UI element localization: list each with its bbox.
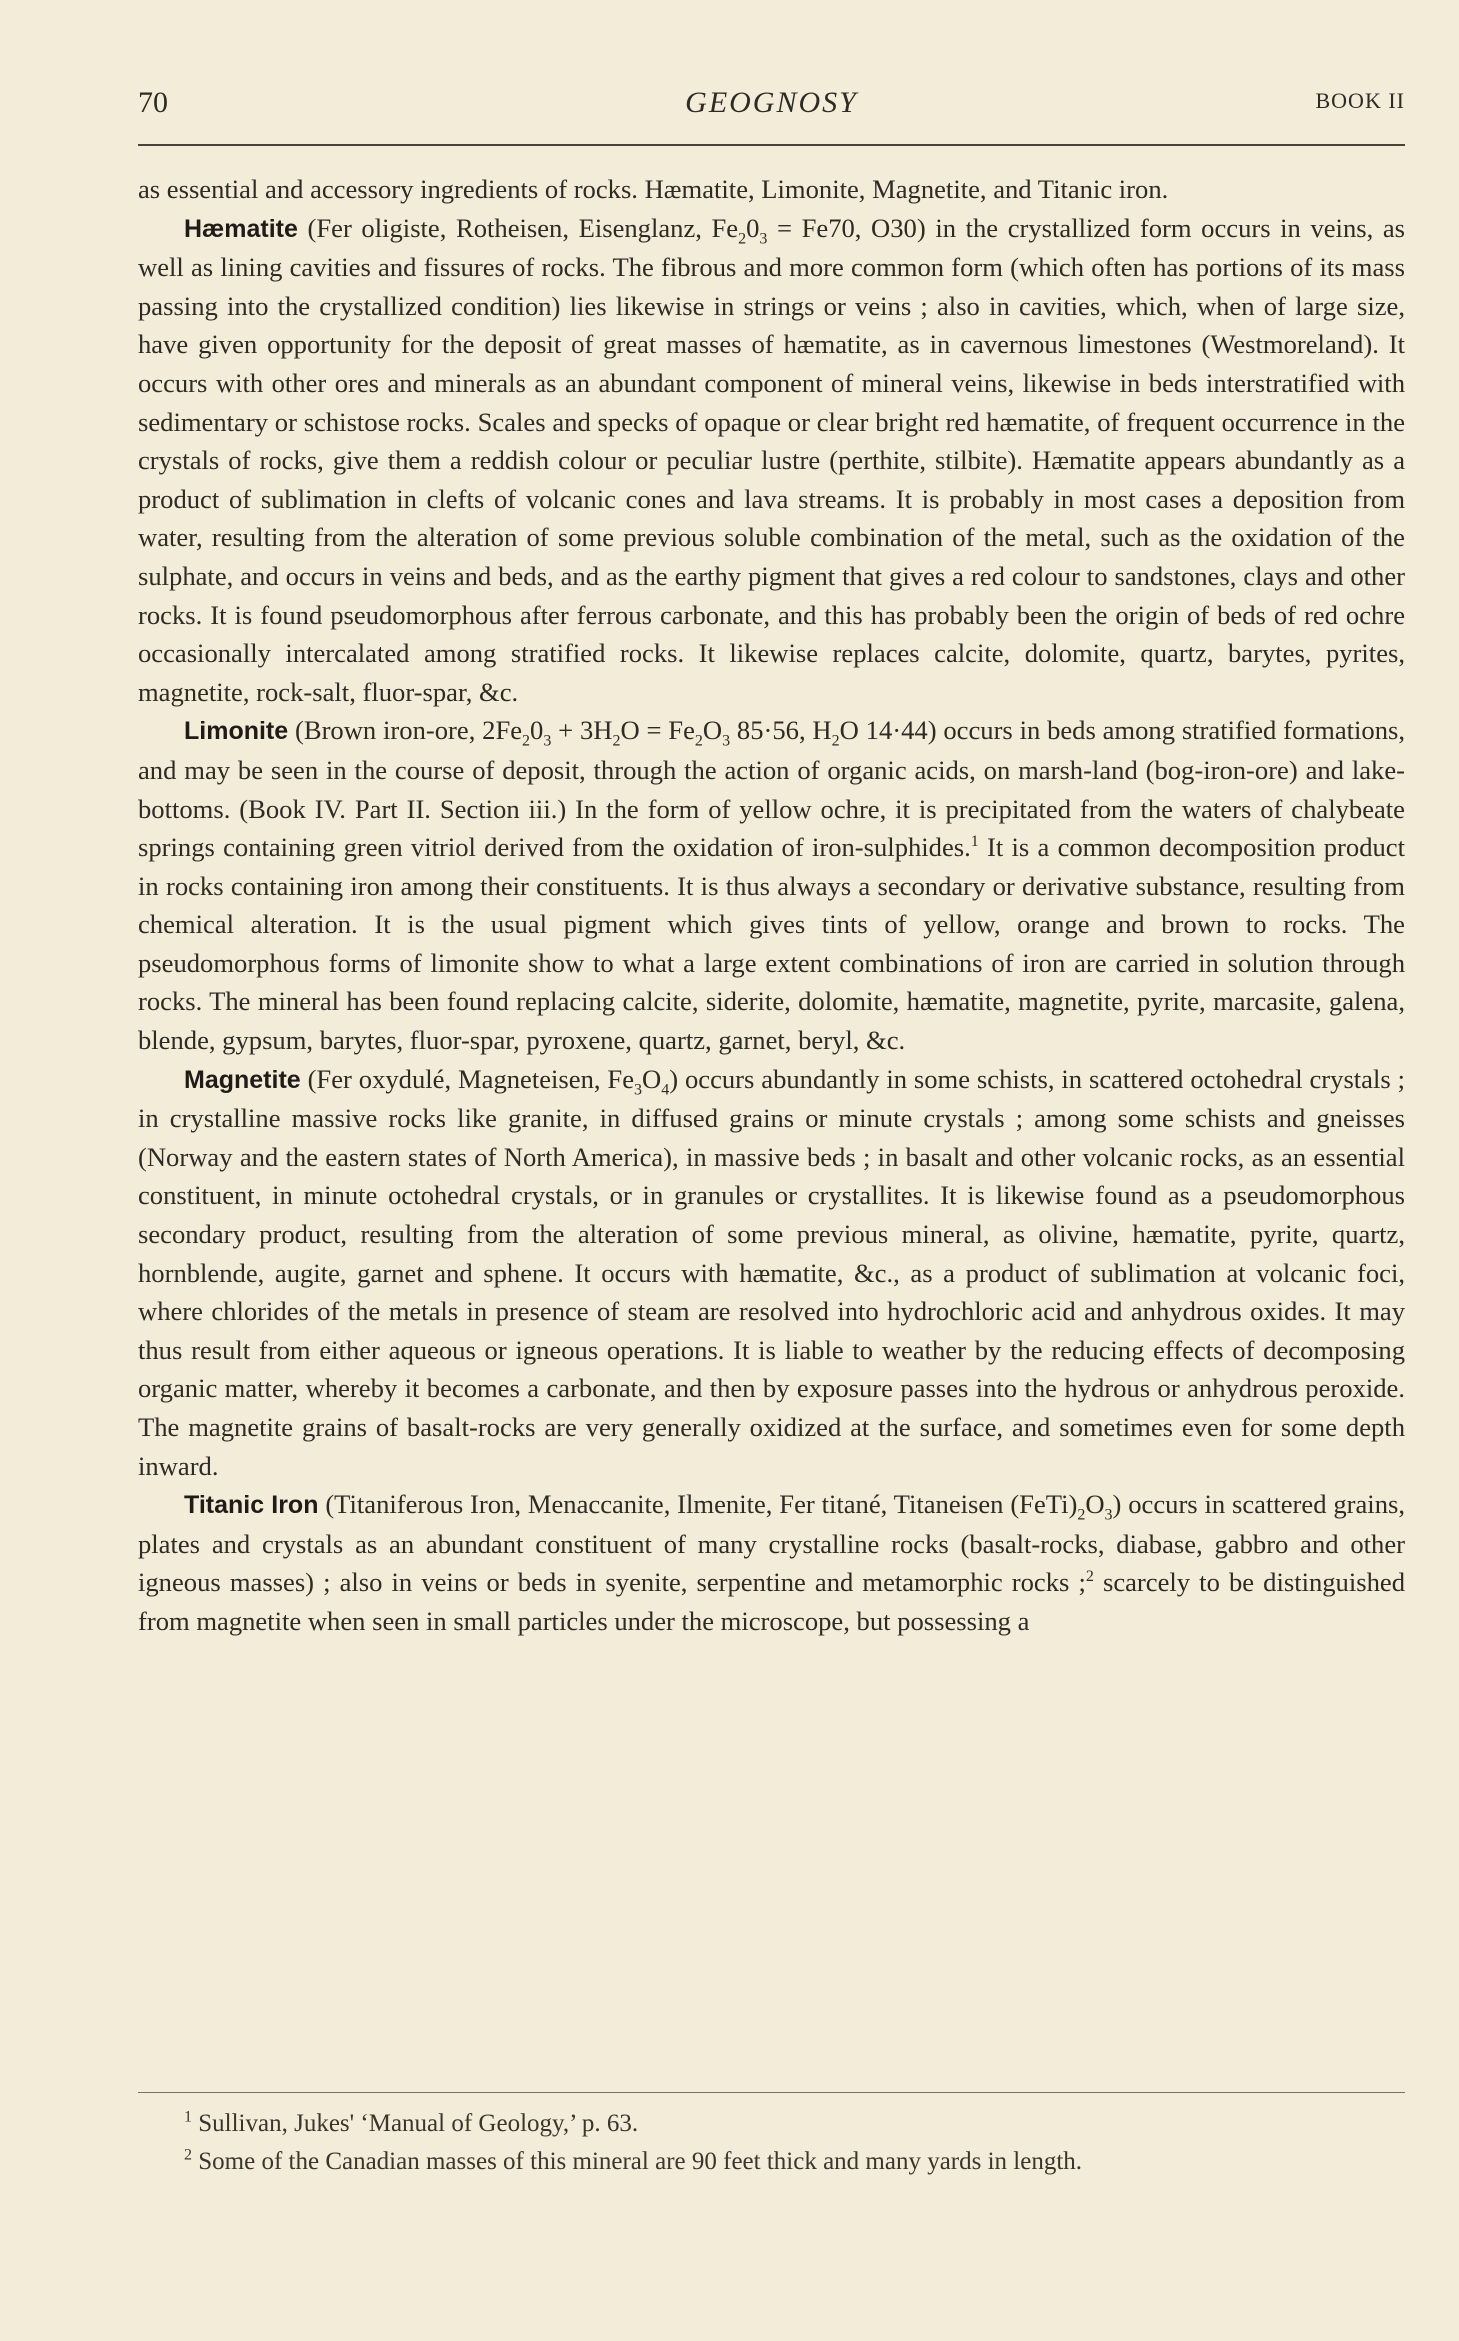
footnotes	[138, 2106, 1405, 2182]
text-run: O	[1085, 1489, 1105, 1520]
subscript: 3	[1104, 1506, 1113, 1524]
limonite-paragraph	[138, 711, 1405, 1059]
text-run: scarcely to be distinguished from magnetite when seen in small particles under the microscope, but possessing a	[138, 1567, 1405, 1636]
subscript: 3	[722, 732, 731, 750]
titanic-iron-term: Titanic Iron	[184, 1491, 319, 1520]
text-run: (Brown iron-ore, 2Fe	[288, 715, 523, 746]
subscript: 2	[1077, 1506, 1086, 1524]
text-run: (Fer oxydulé, Magneteisen, Fe	[300, 1063, 635, 1094]
limonite-term: Limonite	[184, 717, 289, 746]
text-run: (Fer oligiste, Rotheisen, Eisenglanz, Fe	[297, 212, 739, 243]
running-title: GEOGNOSY	[685, 86, 858, 119]
text-run: ) occurs abundantly in some schists, in scattered octohedral crystals ; in crystalline massive rocks like granite, in diffused grains or minute crystals ; among some schists and gneisses (Norway and the eastern states of North America), in massive beds ; in basalt and other volcanic rocks, as an essential constituent, in minute octohedral crystals, or in granules or crystallites. It is likewise found as a pseudomorphous secondary product, resulting from the alteration of some previous mineral, as olivine, hæmatite, pyrite, quartz, hornblende, augite, garnet and sphene. It occurs with hæmatite, &c., as a product of sublimation at volcanic foci, where chlorides of the metals in presence of steam are resolved into hydrochloric acid and anhydrous oxides. It may thus result from either aqueous or igneous operations. It is liable to weather by the reducing effects of decomposing organic matter, whereby it becomes a carbonate, and then by exposure passes into the hydrous or anhydrous peroxide. The magnetite grains of basalt-rocks are very generally oxidized at the surface, and sometimes even for some depth inward.	[138, 1063, 1405, 1481]
text-run: O	[702, 715, 723, 746]
text-run: + 3H	[551, 715, 613, 746]
text-run: O	[642, 1063, 662, 1094]
subscript: 2	[694, 732, 703, 750]
intro-paragraph: as essential and accessory ingredients of rocks. Hæmatite, Limonite, Magnetite, and Titanic iron.	[138, 174, 1169, 204]
footnote-text: Some of the Canadian masses of this mineral are 90 feet thick and many yards in length.	[192, 2148, 1083, 2175]
subscript: 3	[759, 229, 768, 247]
text-run: (Titaniferous Iron, Menaccanite, Ilmenite, Fer titané, Titaneisen (FeTi)	[318, 1489, 1078, 1520]
subscript: 2	[738, 229, 747, 247]
text-run: 0	[530, 715, 544, 746]
subscript: 4	[661, 1080, 670, 1098]
footnote-mark: 1	[184, 2108, 192, 2126]
magnetite-term: Magnetite	[184, 1065, 301, 1094]
footnote-text: Sullivan, Jukes' ‘Manual of Geology,’ p. 63.	[192, 2110, 639, 2137]
book-label: BOOK II	[1315, 88, 1405, 113]
footnote-1	[138, 2106, 1405, 2142]
page-number: 70	[138, 86, 168, 119]
text-run: ) occurs in scattered grains, plates and crystals as an abundant constituent of many crystalline rocks (basalt-rocks, diabase, gabbro and other igneous masses) ; also in veins or beds in syenite, serpentine and metamorphic rocks ;	[138, 1489, 1405, 1598]
subscript: 2	[612, 732, 621, 750]
footnote-ref-2[interactable]: 2	[1085, 1568, 1094, 1586]
subscript: 2	[522, 732, 531, 750]
page-header	[138, 82, 1405, 128]
footnote-rule	[138, 2092, 1405, 2093]
text-run: = Fe70, O30) in the crystallized form occurs in veins, as well as lining cavities and fissures of rocks. The fibrous and more common form (which often has portions of its mass passing into the crystallized condition) lies likewise in strings or veins ; also in cavities, which, when of large size, have given opportunity for the deposit of great masses of hæmatite, as in cavernous limestones (Westmoreland). It occurs with other ores and minerals as an abundant component of mineral veins, likewise in beds interstratified with sedimentary or schistose rocks. Scales and specks of opaque or clear bright red hæmatite, of frequent occurrence in the crystals of rocks, give them a reddish colour or peculiar lustre (perthite, stilbite). Hæmatite appears abundantly as a product of sublimation in clefts of volcanic cones and lava streams. It is probably in most cases a deposition from water, resulting from the alteration of some previous soluble combination of the metal, such as the oxidation of the sulphate, and occurs in veins and beds, and as the earthy pigment that gives a red colour to sandstones, clays and other rocks. It is found pseudomorphous after ferrous carbonate, and this has probably been the origin of beds of red ochre occasionally intercalated among stratified rocks. It likewise replaces calcite, dolomite, quartz, barytes, pyrites, magnetite, rock-salt, fluor-spar, &c.	[138, 212, 1405, 707]
text-run: 85·56, H	[730, 715, 832, 746]
subscript: 2	[831, 732, 840, 750]
text-run: O 14·44) occurs in beds among stratified formations, and may be seen in the course of deposit, through the action of organic acids, on marsh-land (bog-iron-ore) and lake-bottoms. (Book IV. Part II. Section iii.) In the form of yellow ochre, it is precipitated from the waters of chalybeate springs containing green vitriol derived from the oxidation of iron-sulphides.	[138, 715, 1406, 863]
subscript: 3	[543, 732, 552, 750]
body-text	[138, 170, 1405, 1641]
subscript: 3	[634, 1080, 643, 1098]
text-run: 0	[746, 212, 760, 243]
haematite-paragraph	[138, 209, 1405, 712]
haematite-term: Hæmatite	[184, 214, 298, 243]
footnote-2	[138, 2144, 1405, 2180]
footnote-ref-1[interactable]: 1	[970, 833, 979, 851]
magnetite-paragraph	[138, 1060, 1405, 1486]
titanic-iron-paragraph	[138, 1485, 1405, 1640]
text-run: O = Fe	[620, 715, 695, 746]
footnote-mark: 2	[184, 2146, 192, 2164]
text-run: It is a common decomposition product in rocks containing iron among their constituents. It is thus always a secondary or derivative substance, resulting from chemical alteration. It is the usual pigment which gives tints of yellow, orange and brown to rocks. The pseudomorphous forms of limonite show to what a large extent combinations of iron are carried in solution through rocks. The mineral has been found replacing calcite, siderite, dolomite, hæmatite, magnetite, pyrite, marcasite, galena, blende, gypsum, barytes, fluor-spar, pyroxene, quartz, garnet, beryl, &c.	[138, 832, 1405, 1056]
header-rule	[138, 144, 1405, 146]
